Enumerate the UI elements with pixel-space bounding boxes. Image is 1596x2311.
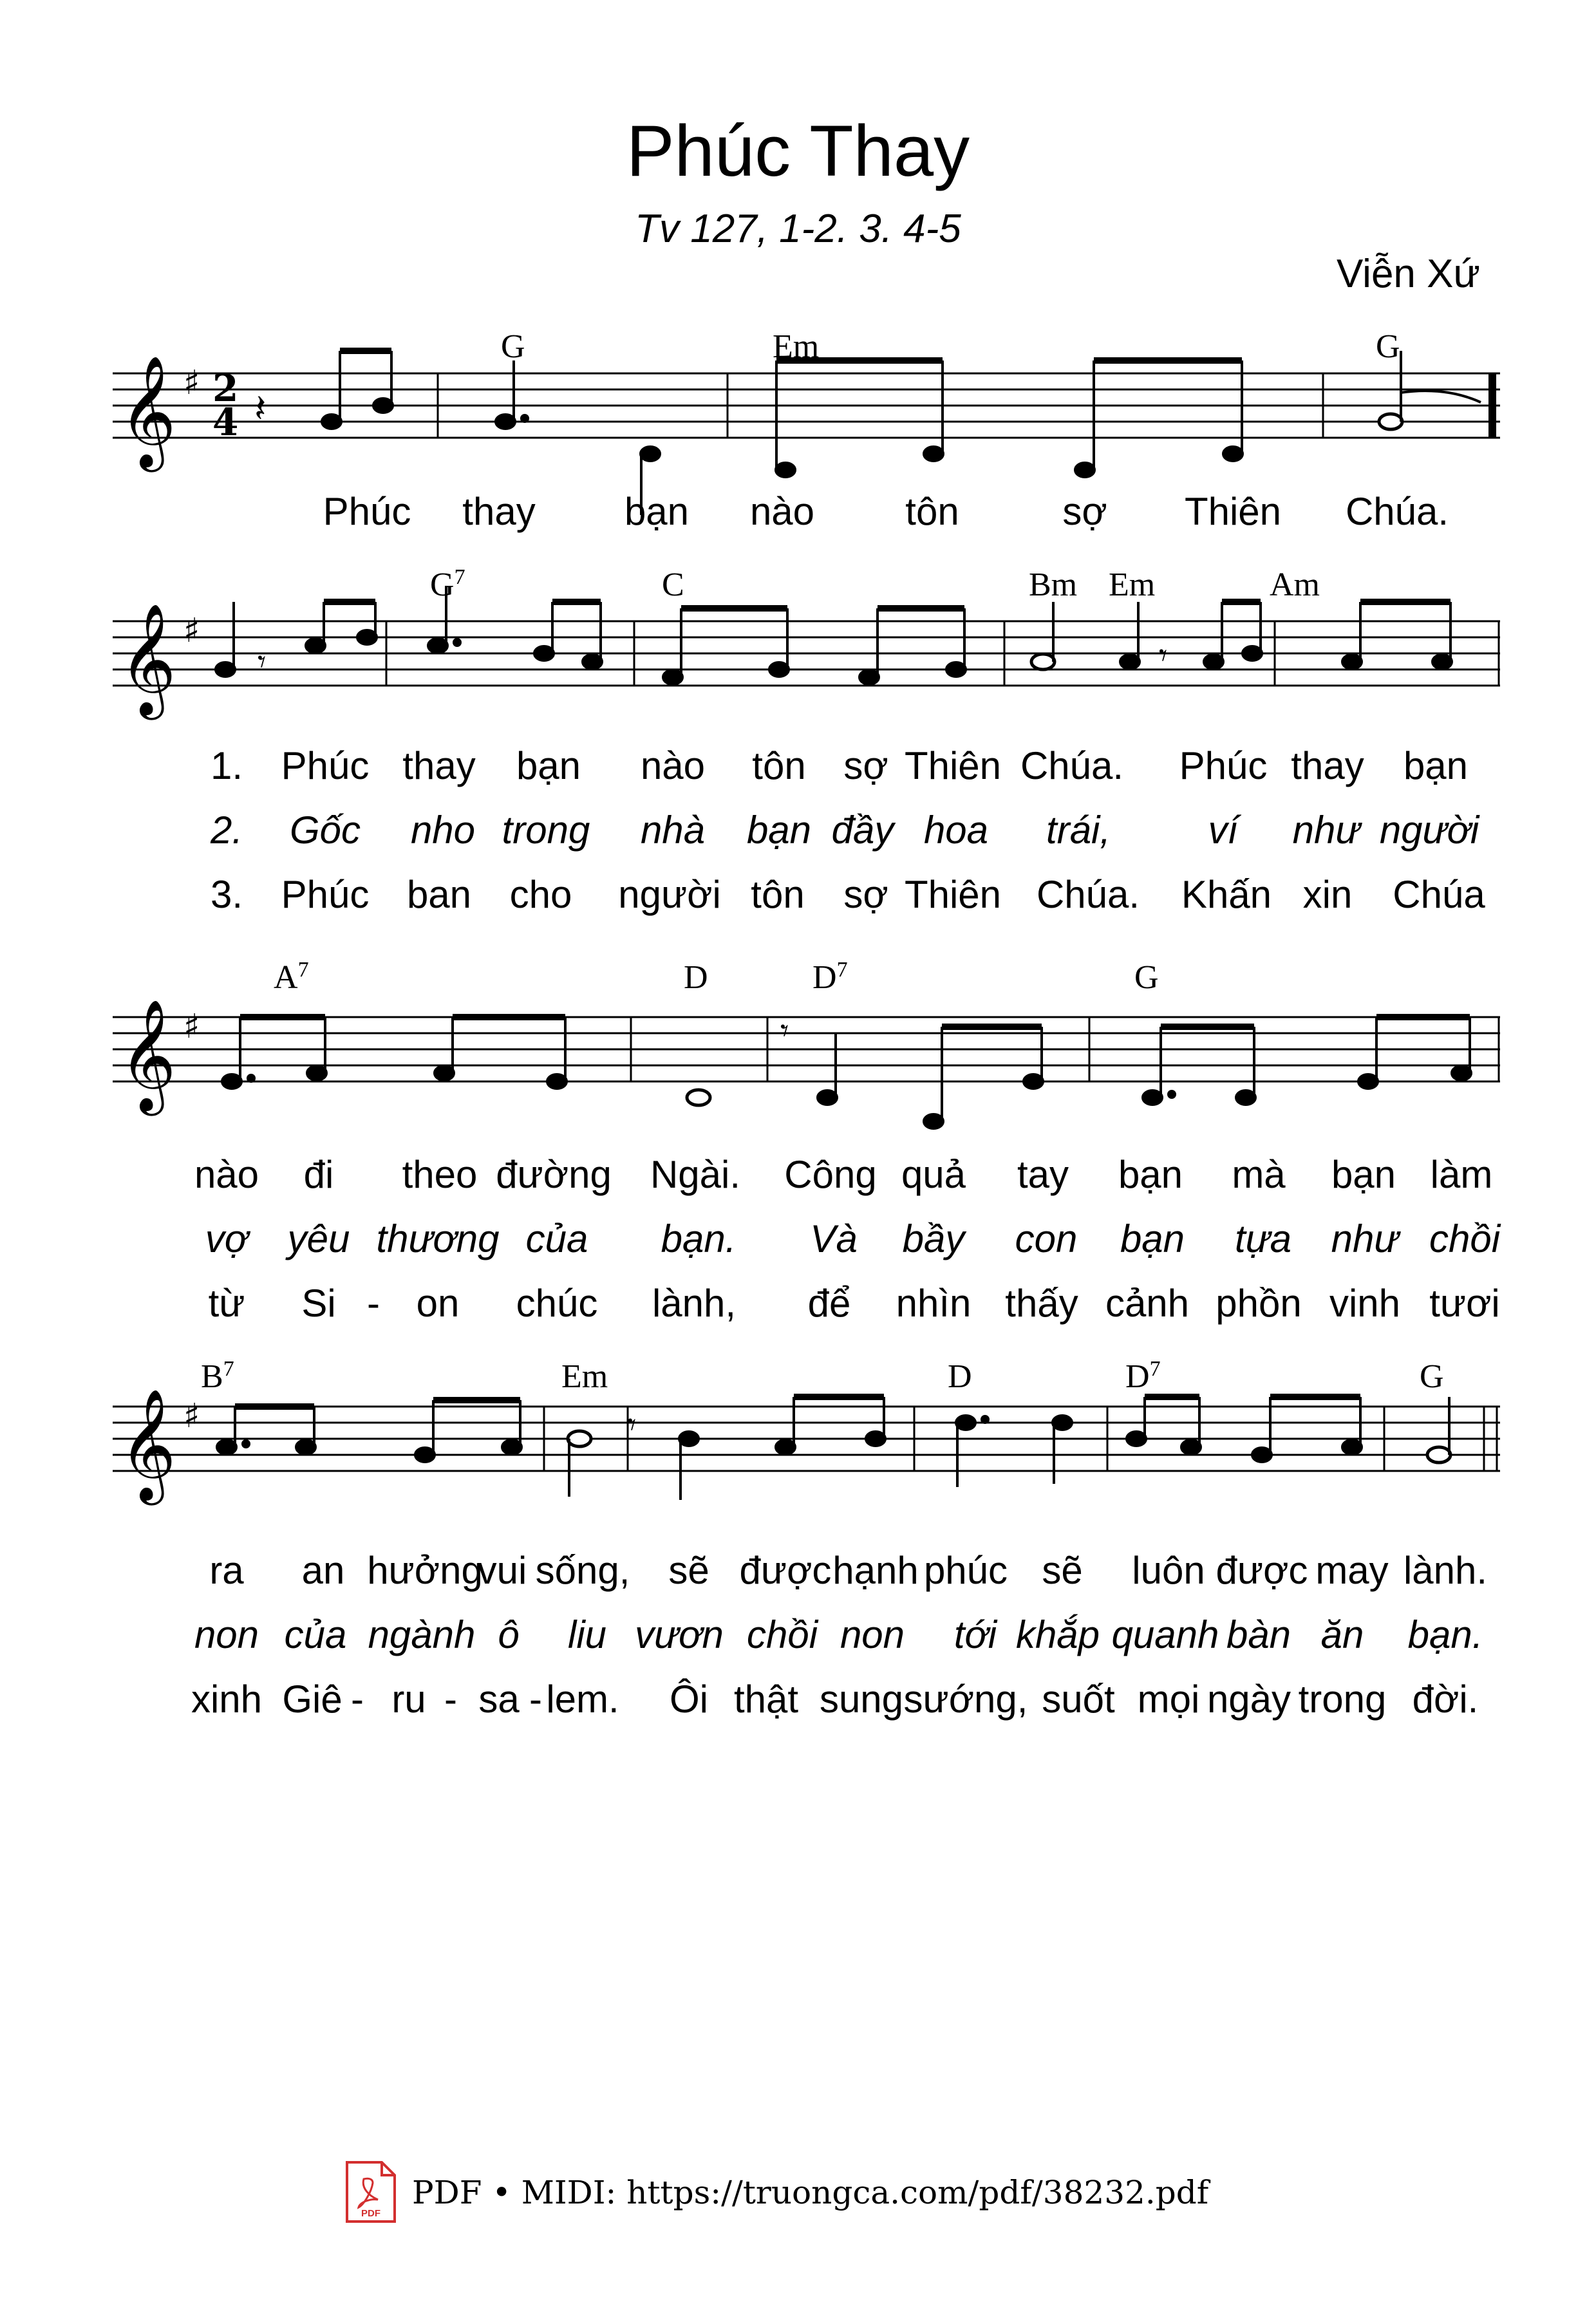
lyric-line-3: [209, 1282, 1500, 1325]
sharp-icon: ♯: [183, 364, 200, 402]
lyric-syllable: xinh: [191, 1678, 263, 1721]
lyric-syllable: trái,: [1046, 809, 1111, 852]
lyric-syllable: phúc: [923, 1549, 1008, 1592]
lyric-syllable: người: [1379, 809, 1479, 852]
lyric-syllable: Phúc: [1179, 744, 1268, 787]
lyric-syllable: Giê: [282, 1678, 343, 1721]
lyric-syllable: luôn: [1132, 1549, 1205, 1592]
treble-clef-icon: 𝄞: [119, 999, 176, 1111]
lyric-syllable: sướng,: [903, 1678, 1028, 1721]
chord-symbol: $A^7$: [274, 958, 309, 996]
lyric-syllable: non: [194, 1613, 259, 1656]
music-system-4: [0, 1352, 1596, 1725]
lyric-syllable: may: [1315, 1549, 1389, 1592]
lyric-syllable: Chúa.: [1020, 744, 1124, 787]
lyric-syllable: hoa: [923, 809, 989, 852]
footer-link[interactable]: PDF • MIDI: https://truongca.com/pdf/38232.pdf: [412, 2174, 1209, 2211]
lyric-syllable: bầy: [902, 1217, 965, 1260]
lyric-syllable: làm: [1430, 1153, 1493, 1196]
lyric-syllable: lem.: [546, 1678, 619, 1721]
lyric-syllable: thay: [462, 490, 536, 533]
lyric-syllable: ngành: [368, 1613, 476, 1656]
lyric-syllable: quả: [901, 1153, 966, 1196]
lyric-syllable: Phúc: [281, 744, 370, 787]
music-system-2: [0, 554, 1596, 914]
lyric-syllable: Si: [301, 1282, 336, 1325]
lyric-syllable: Ngài.: [650, 1153, 741, 1196]
lyric-syllable: vui: [477, 1549, 527, 1592]
lyric-syllable: vợ: [205, 1217, 249, 1260]
lyric-syllable: mọi: [1137, 1678, 1200, 1721]
notes: [222, 1012, 1471, 1128]
lyric-syllable: người: [618, 873, 721, 916]
lyric-syllable: suốt: [1042, 1678, 1115, 1721]
quarter-rest-icon: 𝄽: [254, 386, 267, 431]
lyric-syllable: Gốc: [289, 809, 361, 852]
chord-symbol: Bm: [1029, 566, 1078, 603]
chord-symbol: $B^7$: [201, 1357, 234, 1395]
lyric-syllable: ô: [498, 1613, 520, 1656]
lyric-syllable: sa: [478, 1678, 520, 1721]
lyric-syllable: nào: [194, 1153, 259, 1196]
lyric-syllable: liu: [567, 1613, 607, 1656]
lyric-syllable: tôn: [905, 490, 959, 533]
svg-text:𝄾: 𝄾: [628, 1406, 637, 1443]
lyric-syllable: Phúc: [323, 490, 411, 533]
chord-symbol: $D^7$: [1125, 1357, 1161, 1395]
lyric-syllable: bạn: [1120, 1217, 1185, 1260]
lyric-syllable: bạn.: [1407, 1613, 1483, 1656]
lyric-syllable: từ: [208, 1282, 245, 1325]
lyric-syllable: on: [416, 1282, 460, 1325]
lyric-syllable: đi: [303, 1153, 334, 1196]
svg-text:𝄾: 𝄾: [258, 643, 267, 680]
lyric-syllable: đầy: [831, 809, 894, 852]
treble-clef-icon: 𝄞: [119, 1389, 176, 1501]
footer: [0, 2160, 1596, 2224]
lyric-syllable: tươi: [1429, 1282, 1500, 1325]
lyric-syllable: chúc: [516, 1282, 598, 1325]
lyric-syllable: theo: [402, 1153, 478, 1196]
lyric-line-2: [210, 809, 1480, 852]
lyric-syllable: thật: [733, 1678, 799, 1721]
lyric-syllable: sợ: [843, 873, 888, 916]
lyric-syllable: Thiên: [904, 873, 1002, 916]
song-title: Phúc Thay: [626, 111, 970, 191]
chord-symbol: C: [662, 566, 684, 603]
lyric-line-3: [191, 1678, 1478, 1721]
lyric-line-2: [205, 1217, 1501, 1260]
lyric-syllable: Chúa: [1393, 873, 1485, 916]
chord-symbol: Em: [1109, 566, 1156, 603]
lyric-syllable: -: [367, 1282, 380, 1325]
lyric-syllable: Chúa.: [1345, 490, 1449, 533]
lyric-syllable: đường: [496, 1153, 612, 1196]
time-signature-numerator: 2: [212, 366, 239, 410]
lyric-syllable: nhà: [640, 809, 706, 852]
lyric-line-1: [323, 490, 1449, 533]
lyric-syllable: vươn: [635, 1613, 724, 1656]
lyric-syllable: thương: [376, 1217, 500, 1260]
lyric-syllable: như: [1331, 1217, 1399, 1260]
chord-symbol: G: [1134, 959, 1159, 996]
time-signature-denominator: 4: [212, 400, 239, 444]
lyric-syllable: nho: [410, 809, 476, 852]
lyric-syllable: an: [301, 1549, 345, 1592]
lyric-syllable: nhìn: [896, 1282, 972, 1325]
lyric-syllable: sẽ: [668, 1549, 709, 1592]
lyric-syllable: như: [1292, 809, 1360, 852]
lyric-syllable: ban: [406, 873, 472, 916]
lyric-line-1: [211, 744, 1468, 787]
lyric-syllable: -: [529, 1678, 542, 1721]
lyric-syllable: hưởng: [367, 1549, 483, 1592]
lyric-syllable: nào: [749, 490, 815, 533]
lyric-syllable: vinh: [1329, 1282, 1401, 1325]
lyric-syllable: bàn: [1226, 1613, 1291, 1656]
lyric-syllable: trong: [1298, 1678, 1387, 1721]
lyric-syllable: bạn: [1331, 1153, 1396, 1196]
lyric-syllable: hạnh: [832, 1549, 919, 1592]
chord-symbol: D: [948, 1358, 972, 1395]
lyric-syllable: thay: [1291, 744, 1364, 787]
lyric-syllable: bạn: [624, 490, 690, 533]
lyric-syllable: tới: [953, 1613, 997, 1656]
lyric-syllable: cho: [509, 873, 572, 916]
lyric-syllable: chồi: [746, 1613, 818, 1656]
lyric-syllable: bạn.: [661, 1217, 737, 1260]
lyric-line-2: [194, 1613, 1483, 1656]
lyric-syllable: yêu: [287, 1217, 350, 1260]
lyric-syllable: Thiên: [904, 744, 1002, 787]
lyric-syllable: lành.: [1403, 1549, 1488, 1592]
lyric-syllable: phồn: [1216, 1282, 1302, 1325]
lyric-syllable: thay: [402, 744, 476, 787]
lyric-syllable: ra: [209, 1549, 244, 1592]
lyric-syllable: của: [284, 1613, 347, 1656]
lyric-syllable: ngày: [1206, 1678, 1291, 1721]
lyric-syllable: tựa: [1234, 1217, 1292, 1260]
lyric-line-3: [211, 873, 1485, 916]
lyric-syllable: sống,: [535, 1549, 630, 1592]
lyric-syllable: của: [525, 1217, 588, 1260]
treble-clef-icon: 𝄞: [119, 355, 176, 467]
lyric-syllable: xin: [1302, 873, 1353, 916]
lyric-line-1: [209, 1549, 1487, 1592]
lyric-syllable: thấy: [1005, 1282, 1078, 1325]
chord-symbol: G: [1376, 328, 1400, 365]
lyric-syllable: quanh: [1111, 1613, 1219, 1656]
lyric-syllable: Khấn: [1181, 873, 1272, 916]
lyric-syllable: sung: [819, 1678, 904, 1721]
svg-text:𝄾: 𝄾: [780, 1012, 789, 1049]
staff-lines: [113, 373, 1500, 438]
lyric-syllable: mà: [1232, 1153, 1286, 1196]
svg-text:𝄾: 𝄾: [1159, 637, 1168, 674]
lyric-syllable: con: [1015, 1217, 1078, 1260]
lyric-syllable: lành,: [652, 1282, 737, 1325]
lyric-syllable: bạn: [516, 744, 581, 787]
lyric-line-1: [194, 1153, 1492, 1196]
chord-symbol: G: [1420, 1358, 1444, 1395]
lyric-syllable: khắp: [1015, 1613, 1100, 1656]
lyric-syllable: Và: [810, 1217, 858, 1260]
lyric-syllable: ru: [391, 1678, 426, 1721]
music-system-1: [0, 296, 1596, 533]
sharp-icon: ♯: [183, 1007, 200, 1046]
lyric-syllable: bạn: [1118, 1153, 1183, 1196]
lyric-syllable: đời.: [1412, 1678, 1479, 1721]
lyric-syllable: -: [351, 1678, 364, 1721]
lyric-syllable: nào: [640, 744, 706, 787]
song-subtitle: Tv 127, 1-2. 3. 4-5: [635, 207, 961, 251]
lyric-syllable: Ôi: [670, 1678, 708, 1721]
lyric-syllable: chồi: [1429, 1217, 1501, 1260]
sharp-icon: ♯: [183, 612, 200, 650]
lyric-syllable: ví: [1208, 809, 1239, 852]
chord-symbol: $D^7$: [812, 958, 848, 996]
lyric-syllable: bạn: [1403, 744, 1469, 787]
pdf-file-icon[interactable]: [344, 2160, 397, 2224]
sharp-icon: ♯: [183, 1397, 200, 1436]
lyric-syllable: tôn: [752, 744, 806, 787]
lyric-syllable: ăn: [1320, 1613, 1364, 1656]
chord-symbol: $G^7$: [430, 565, 465, 603]
notes: [217, 1397, 1450, 1500]
lyric-syllable: sẽ: [1042, 1549, 1083, 1592]
lyric-syllable: Phúc: [281, 873, 370, 916]
verse-number: 1.: [210, 744, 243, 787]
treble-clef-icon: 𝄞: [119, 603, 176, 715]
lyric-syllable: được: [739, 1549, 832, 1592]
chord-symbol: D: [684, 959, 708, 996]
lyric-syllable: Công: [784, 1153, 877, 1196]
verse-number: 2.: [210, 809, 243, 852]
lyric-syllable: trong: [502, 809, 590, 852]
lyric-syllable: để: [807, 1282, 851, 1325]
lyric-syllable: tay: [1017, 1153, 1069, 1196]
svg-text:PDF: PDF: [361, 2208, 380, 2219]
staff-lines: [113, 621, 1500, 686]
lyric-syllable: sợ: [843, 744, 888, 787]
lyric-syllable: -: [444, 1678, 457, 1721]
chord-symbol: Am: [1270, 566, 1320, 603]
lyric-syllable: sợ: [1062, 490, 1107, 533]
lyric-syllable: cảnh: [1105, 1282, 1190, 1325]
chord-symbol: Em: [561, 1358, 608, 1395]
music-system-3: [0, 953, 1596, 1325]
lyric-syllable: tôn: [751, 873, 805, 916]
composer-name: Viễn Xứ: [1336, 252, 1480, 296]
chord-symbol: Em: [773, 328, 820, 365]
chord-symbol: G: [501, 328, 525, 365]
lyric-syllable: Thiên: [1184, 490, 1282, 533]
verse-number: 3.: [210, 873, 243, 916]
lyric-syllable: Chúa.: [1036, 873, 1140, 916]
lyric-syllable: được: [1216, 1549, 1308, 1592]
lyric-syllable: bạn: [746, 809, 812, 852]
staff-lines: [113, 1407, 1500, 1471]
lyric-syllable: non: [840, 1613, 905, 1656]
